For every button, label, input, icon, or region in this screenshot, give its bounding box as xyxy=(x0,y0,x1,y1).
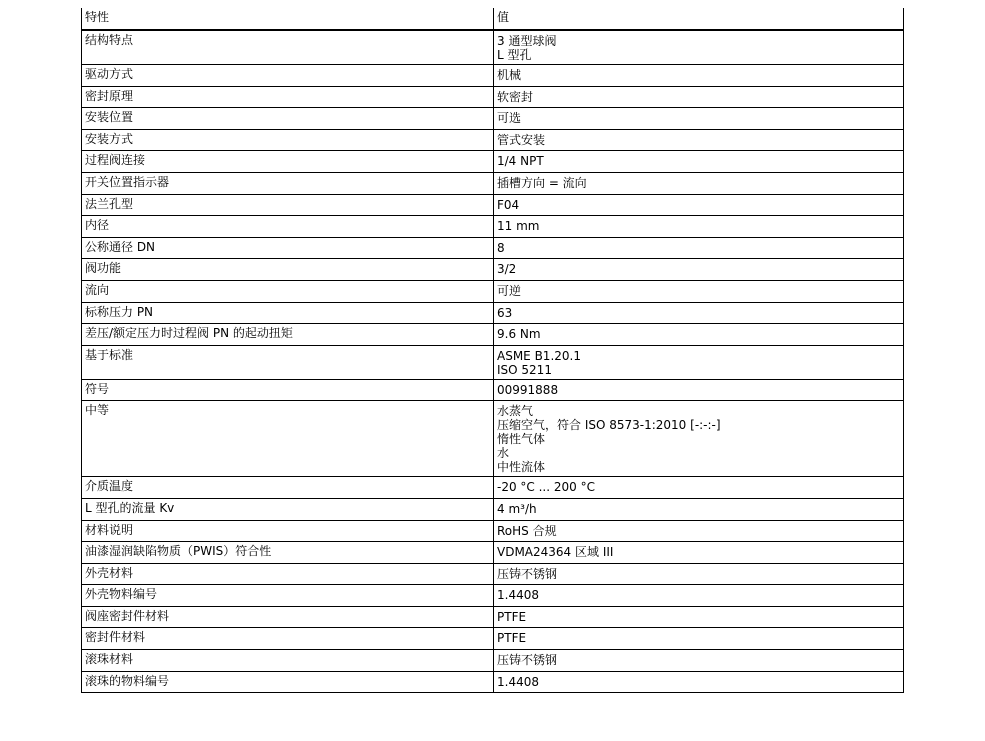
header-value: 值 xyxy=(494,8,904,30)
value-line: L 型孔 xyxy=(497,48,532,62)
value-cell xyxy=(494,650,904,672)
table-row xyxy=(82,628,904,650)
table-row xyxy=(82,324,904,346)
value-cell xyxy=(494,563,904,585)
value-cell xyxy=(494,345,904,379)
table-row xyxy=(82,65,904,87)
value-line: PTFE xyxy=(497,631,527,646)
value-line: PTFE xyxy=(497,609,527,624)
property-cell: 阀座密封件材料 xyxy=(82,606,494,628)
table-row xyxy=(82,379,904,401)
property-cell: 介质温度 xyxy=(82,477,494,499)
value-cell xyxy=(494,606,904,628)
value-line: 8 xyxy=(497,240,505,255)
value-cell xyxy=(494,498,904,520)
value-line: 1.4408 xyxy=(497,588,539,603)
table-row xyxy=(82,345,904,379)
value-line: 中性流体 xyxy=(497,460,546,475)
table-row xyxy=(82,280,904,302)
property-cell: 基于标准 xyxy=(82,345,494,379)
value-line: 1/4 NPT xyxy=(497,154,544,169)
value-line: 软密封 xyxy=(497,89,534,104)
value-line: 11 mm xyxy=(497,219,540,234)
table-row xyxy=(82,302,904,324)
value-line: ISO 5211 xyxy=(497,362,552,377)
property-cell: 材料说明 xyxy=(82,520,494,542)
value-cell xyxy=(494,542,904,564)
value-cell xyxy=(494,585,904,607)
value-cell xyxy=(494,237,904,259)
table-row xyxy=(82,129,904,151)
property-cell: 外壳物料编号 xyxy=(82,585,494,607)
table-row xyxy=(82,606,904,628)
table-row xyxy=(82,237,904,259)
value-cell xyxy=(494,379,904,401)
value-cell xyxy=(494,129,904,151)
value-cell xyxy=(494,108,904,130)
value-line: F04 xyxy=(497,197,520,212)
header-property: 特性 xyxy=(82,8,494,30)
value-cell xyxy=(494,302,904,324)
value-cell xyxy=(494,401,904,477)
property-cell: 安装位置 xyxy=(82,108,494,130)
value-line: ASME B1.20.1 xyxy=(497,348,581,363)
property-cell: 差压/额定压力时过程阀 PN 的起动扭矩 xyxy=(82,324,494,346)
value-cell xyxy=(494,30,904,65)
value-line: 可选 xyxy=(497,111,522,126)
value-cell xyxy=(494,86,904,108)
property-cell: 密封原理 xyxy=(82,86,494,108)
property-cell: 中等 xyxy=(82,401,494,477)
value-line: 4 m³/h xyxy=(497,501,537,516)
property-cell: 驱动方式 xyxy=(82,65,494,87)
table-row xyxy=(82,216,904,238)
table-row xyxy=(82,30,904,65)
value-line: 水蒸气 xyxy=(497,404,534,419)
value-line: 压缩空气，符合 ISO 8573-1:2010 [-:-:-] xyxy=(497,418,721,433)
value-cell xyxy=(494,628,904,650)
value-line: 9.6 Nm xyxy=(497,327,541,342)
property-cell: 法兰孔型 xyxy=(82,194,494,216)
table-row xyxy=(82,108,904,130)
property-cell: 油漆湿润缺陷物质（PWIS）符合性 xyxy=(82,542,494,564)
table-row xyxy=(82,585,904,607)
table-header-row xyxy=(82,8,904,30)
property-cell: 阀功能 xyxy=(82,259,494,281)
property-cell: 结构特点 xyxy=(82,30,494,65)
table-row xyxy=(82,498,904,520)
value-line: 可逆 xyxy=(497,283,522,298)
table-row xyxy=(82,520,904,542)
table-row xyxy=(82,259,904,281)
value-line: VDMA24364 区域 III xyxy=(497,545,614,560)
value-line: 3 通型球阀 xyxy=(497,34,557,48)
property-cell: 外壳材料 xyxy=(82,563,494,585)
value-cell xyxy=(494,671,904,693)
value-line: 机械 xyxy=(497,68,522,82)
value-line: 3/2 xyxy=(497,262,517,277)
value-cell xyxy=(494,280,904,302)
property-cell: 安装方式 xyxy=(82,129,494,151)
property-cell: 过程阀连接 xyxy=(82,151,494,173)
value-line: -20 °C ... 200 °C xyxy=(497,480,595,495)
value-cell xyxy=(494,216,904,238)
property-cell: 流向 xyxy=(82,280,494,302)
value-cell xyxy=(494,520,904,542)
value-cell xyxy=(494,324,904,346)
spec-table xyxy=(81,8,904,693)
table-row xyxy=(82,477,904,499)
value-line: RoHS 合规 xyxy=(497,523,557,538)
value-cell xyxy=(494,194,904,216)
value-line: 惰性气体 xyxy=(497,432,546,447)
table-row xyxy=(82,671,904,693)
table-row xyxy=(82,563,904,585)
value-cell xyxy=(494,151,904,173)
table-row xyxy=(82,401,904,477)
property-cell: 标称压力 PN xyxy=(82,302,494,324)
table-row xyxy=(82,151,904,173)
value-cell xyxy=(494,259,904,281)
value-line: 插槽方向 = 流向 xyxy=(497,175,587,190)
property-cell: 滚珠的物料编号 xyxy=(82,671,494,693)
table-row xyxy=(82,194,904,216)
table-row xyxy=(82,650,904,672)
property-cell: 符号 xyxy=(82,379,494,401)
property-cell: 内径 xyxy=(82,216,494,238)
property-cell: L 型孔的流量 Kv xyxy=(82,498,494,520)
value-line: 压铸不锈钢 xyxy=(497,653,558,668)
table-row xyxy=(82,86,904,108)
value-cell xyxy=(494,477,904,499)
value-line: 压铸不锈钢 xyxy=(497,566,558,581)
table-row xyxy=(82,172,904,194)
value-line: 1.4408 xyxy=(497,674,539,689)
property-cell: 公称通径 DN xyxy=(82,237,494,259)
value-line: 00991888 xyxy=(497,382,559,397)
property-cell: 开关位置指示器 xyxy=(82,172,494,194)
value-line: 管式安装 xyxy=(497,132,546,147)
value-line: 63 xyxy=(497,305,513,320)
property-cell: 滚珠材料 xyxy=(82,650,494,672)
value-cell xyxy=(494,172,904,194)
property-cell: 密封件材料 xyxy=(82,628,494,650)
value-line: 水 xyxy=(497,446,510,461)
table-row xyxy=(82,542,904,564)
value-cell xyxy=(494,65,904,87)
